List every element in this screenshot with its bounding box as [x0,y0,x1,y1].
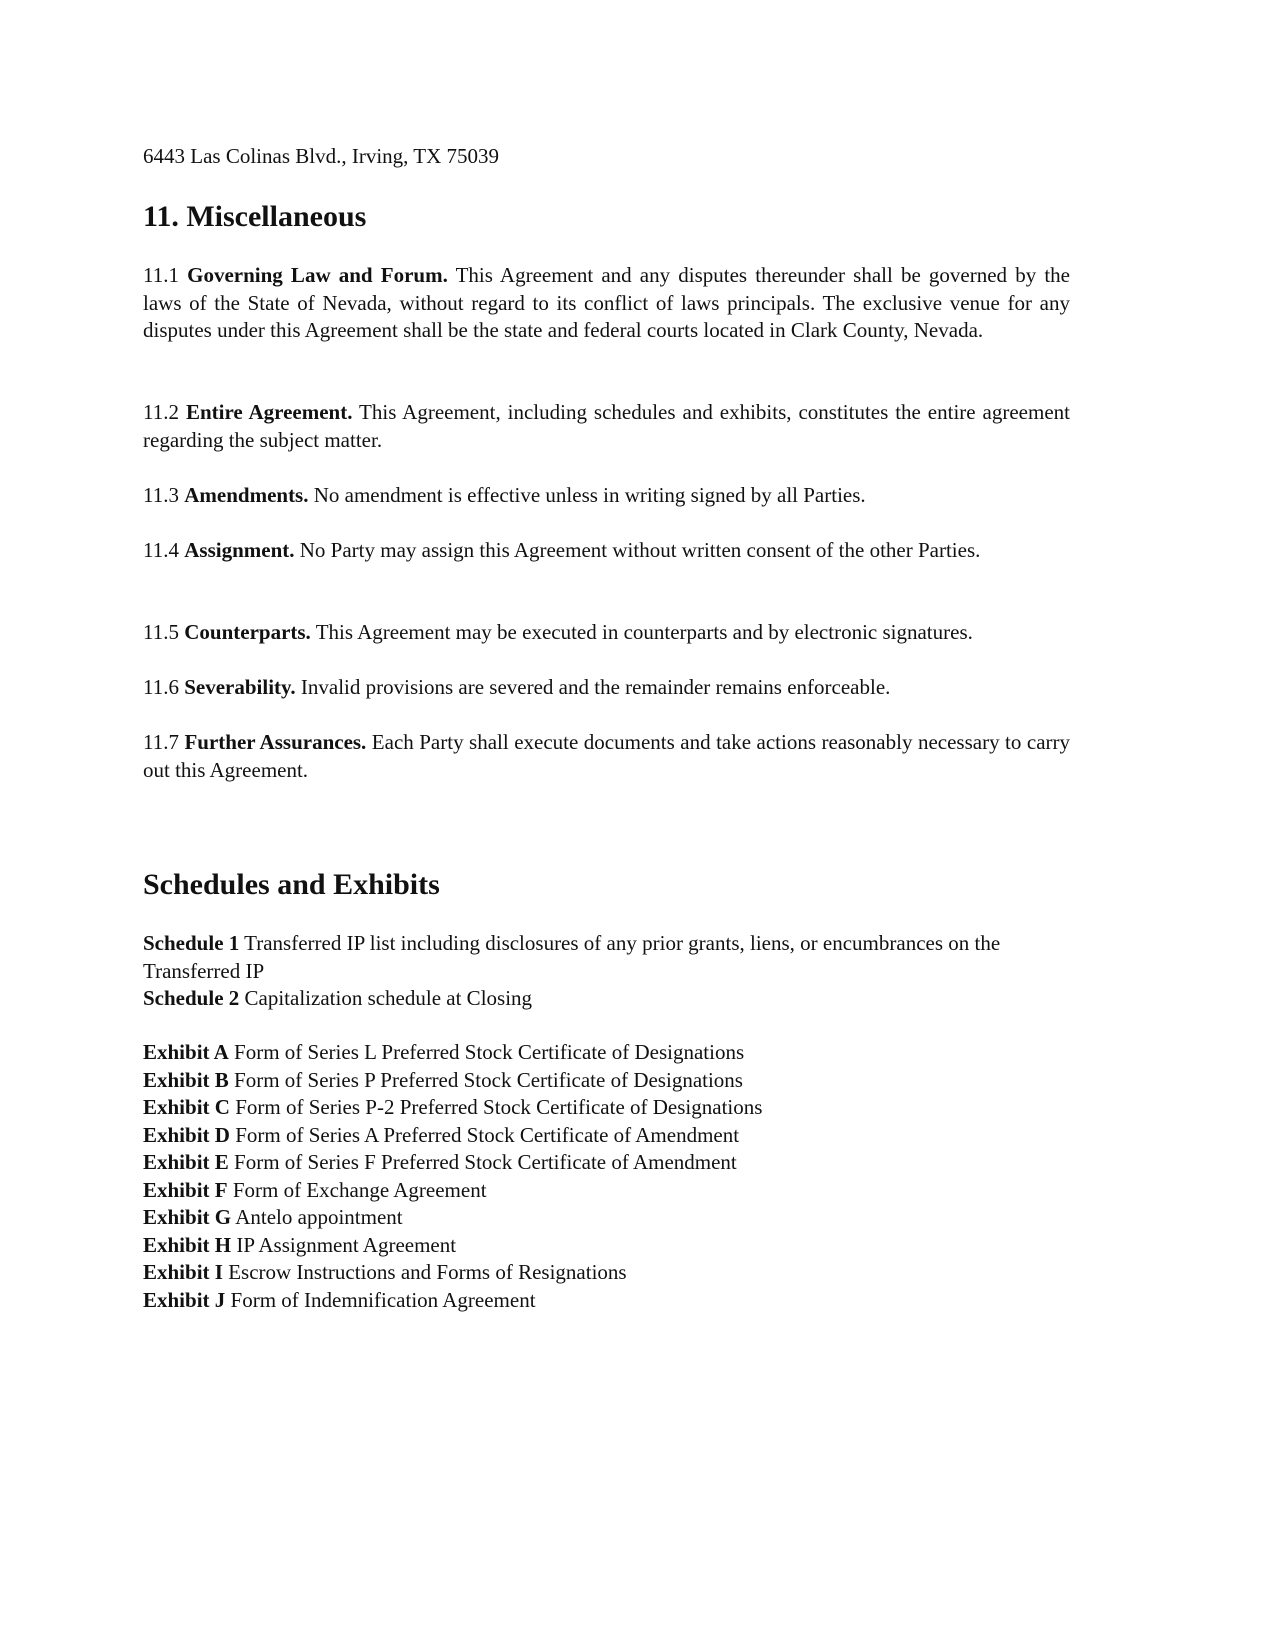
exhibit-text: Form of Series F Preferred Stock Certificate of Amendment [234,1150,737,1174]
clause-title: Governing Law and Forum. [187,263,448,287]
exhibit-text: Form of Series P Preferred Stock Certificate of Designations [234,1067,743,1092]
exhibit-text: Form of Exchange Agreement [232,1177,487,1202]
clause-text: This Agreement may be executed in counterparts and by electronic signatures. [315,620,973,644]
clause-title: Amendments. [184,483,309,507]
exhibit-item [143,1259,1070,1287]
exhibit-item [143,1177,1070,1205]
exhibit-item [143,1067,1070,1095]
clause-text: No Party may assign this Agreement without written consent of the other Parties. [299,538,981,562]
exhibit-label: Exhibit G [143,1205,232,1229]
exhibit-label: Exhibit J [143,1287,226,1312]
clause-title: Further Assurances. [184,730,367,754]
address-line: 6443 Las Colinas Blvd., Irving, TX 75039 [143,144,500,168]
exhibit-label: Exhibit F [143,1177,228,1202]
clause-11-7 [143,729,1070,784]
exhibit-label: Exhibit E [143,1150,229,1174]
exhibit-label: Exhibit H [143,1232,232,1257]
exhibit-label: Exhibit A [143,1040,229,1064]
exhibit-item [143,1094,1070,1122]
clause-number: 11.3 [143,483,179,507]
clause-title: Assignment. [184,538,295,562]
clause-11-2 [143,399,1070,454]
exhibit-label: Exhibit B [143,1067,229,1092]
clause-number: 11.6 [143,675,179,699]
exhibit-item [143,1122,1070,1150]
exhibit-text: Escrow Instructions and Forms of Resignations [228,1260,627,1284]
exhibit-item [143,1232,1070,1260]
section-heading-schedules-exhibits: Schedules and Exhibits [143,868,440,901]
clause-title: Severability. [184,675,296,699]
clause-number: 11.4 [143,538,179,562]
exhibit-text: IP Assignment Agreement [236,1232,457,1257]
clause-number: 11.7 [143,730,179,754]
clause-text: No amendment is effective unless in writing signed by all Parties. [313,483,866,507]
clause-number: 11.1 [143,263,179,287]
exhibit-label: Exhibit I [143,1260,223,1284]
clause-title: Counterparts. [184,620,311,644]
clause-11-3 [143,482,1070,510]
clause-text: This Agreement and any disputes thereunder shall be governed by the laws of the State of Nevada, without regard to its conflict of laws principals. The exclusive venue for any disputes under this Agreement shall be the state and federal courts located in Clark County, Nevada. [143,263,1070,342]
exhibit-text: Form of Indemnification Agreement [230,1287,536,1312]
clause-11-6 [143,674,1070,702]
exhibit-item [143,1204,1070,1232]
clause-11-1 [143,262,1070,345]
schedule-item [143,985,1070,1013]
exhibit-text: Antelo appointment [235,1205,403,1229]
clause-title: Entire Agreement. [185,400,353,424]
schedule-label: Schedule 2 [143,986,240,1010]
schedule-item [143,930,1053,985]
exhibit-item [143,1149,1070,1177]
exhibit-item [143,1287,1070,1315]
clause-11-4 [143,537,1070,565]
section-heading-miscellaneous: 11. Miscellaneous [143,200,367,233]
clause-text: Invalid provisions are severed and the remainder remains enforceable. [300,675,891,699]
exhibit-text: Form of Series L Preferred Stock Certificate of Designations [234,1040,745,1064]
clause-text: This Agreement, including schedules and exhibits, constitutes the entire agreement regarding the subject matter. [143,400,1070,452]
schedules-list [143,930,1070,1013]
clause-11-5 [143,619,1070,647]
exhibit-label: Exhibit C [143,1095,230,1119]
exhibit-label: Exhibit D [143,1122,230,1147]
exhibit-item [143,1039,1070,1067]
clause-text: Each Party shall execute documents and take actions reasonably necessary to carry out this Agreement. [143,730,1070,782]
clause-number: 11.2 [143,400,179,424]
exhibits-list [143,1039,1070,1314]
schedule-text: Capitalization schedule at Closing [244,986,533,1010]
exhibit-text: Form of Series P-2 Preferred Stock Certificate of Designations [235,1095,763,1119]
schedule-label: Schedule 1 [143,931,240,955]
exhibit-text: Form of Series A Preferred Stock Certificate of Amendment [235,1122,740,1147]
clause-number: 11.5 [143,620,179,644]
schedule-text: Transferred IP list including disclosures of any prior grants, liens, or encumbrances on the Transferred IP [143,931,1001,983]
